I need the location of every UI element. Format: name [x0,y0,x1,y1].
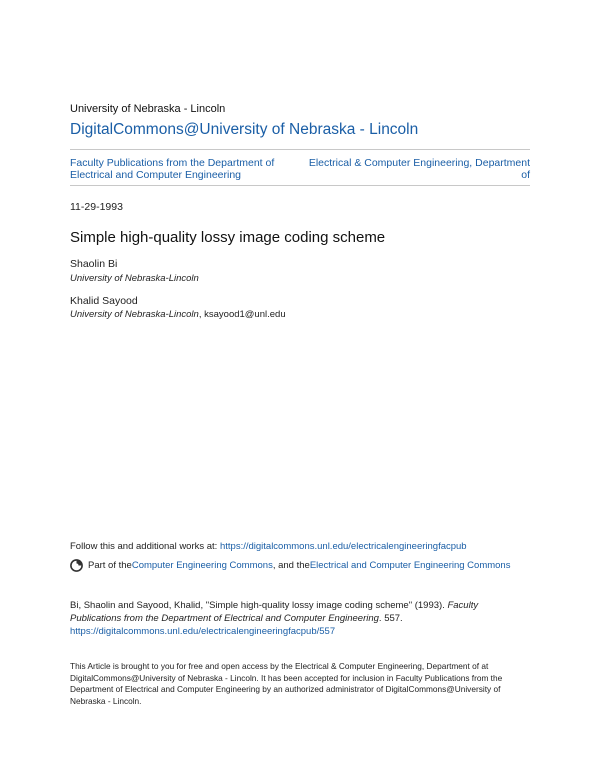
follow-line [70,541,467,552]
follow-url-link[interactable]: https://digitalcommons.unl.edu/electricalengineeringfacpub [219,541,467,552]
publication-date: 11-29-1993 [70,201,123,213]
part-of-prefix: Part of the [88,560,132,571]
follow-label: Follow this and additional works at: [70,541,220,552]
computer-engineering-commons-link[interactable]: Computer Engineering Commons [131,560,273,571]
author-name: Khalid Sayood [70,295,138,307]
part-of-middle: , and the [272,560,310,571]
author-affiliation [70,273,199,284]
author-affiliation [70,309,286,320]
affiliation-text: University of Nebraska-Lincoln [70,309,199,320]
recommended-citation [70,599,530,638]
citation-series: Faculty Publications from the Department of Electrical and Computer Engineering [70,600,479,624]
paper-title: Simple high-quality lossy image coding scheme [70,229,386,246]
citation-text: Bi, Shaolin and Sayood, Khalid, "Simple high-quality lossy image coding scheme" (1993). [70,600,448,611]
collection-link-right[interactable]: Electrical & Computer Engineering, Department of [308,157,530,181]
ece-commons-link[interactable]: Electrical and Computer Engineering Commons [309,560,511,571]
creative-commons-icon [70,559,83,572]
institution-name: University of Nebraska - Lincoln [70,103,226,115]
access-notice: This Article is brought to you for free and open access by the Electrical & Computer Engineering, Department of at DigitalCommons@University of Nebraska - Lincoln. It has been accepted for inclusion in Faculty Publications from the Department of Electrical and Computer Engineering by an authorized administrator of DigitalCommons@University of Nebraska - Lincoln. [70,661,503,706]
collection-link-left[interactable]: Faculty Publications from the Department of Electrical and Computer Engineering [70,157,275,181]
author-name: Shaolin Bi [70,258,118,270]
citation-number: . 557. [378,613,403,624]
citation-url-link[interactable]: https://digitalcommons.unl.edu/electricalengineeringfacpub/557 [70,626,336,637]
repository-link[interactable]: DigitalCommons@University of Nebraska - Lincoln [70,121,419,138]
part-of-line [70,559,510,572]
divider-bottom [70,185,530,186]
divider-top [70,149,530,150]
affiliation-text: University of Nebraska-Lincoln [70,273,199,284]
author-email: , ksayood1@unl.edu [198,309,286,320]
